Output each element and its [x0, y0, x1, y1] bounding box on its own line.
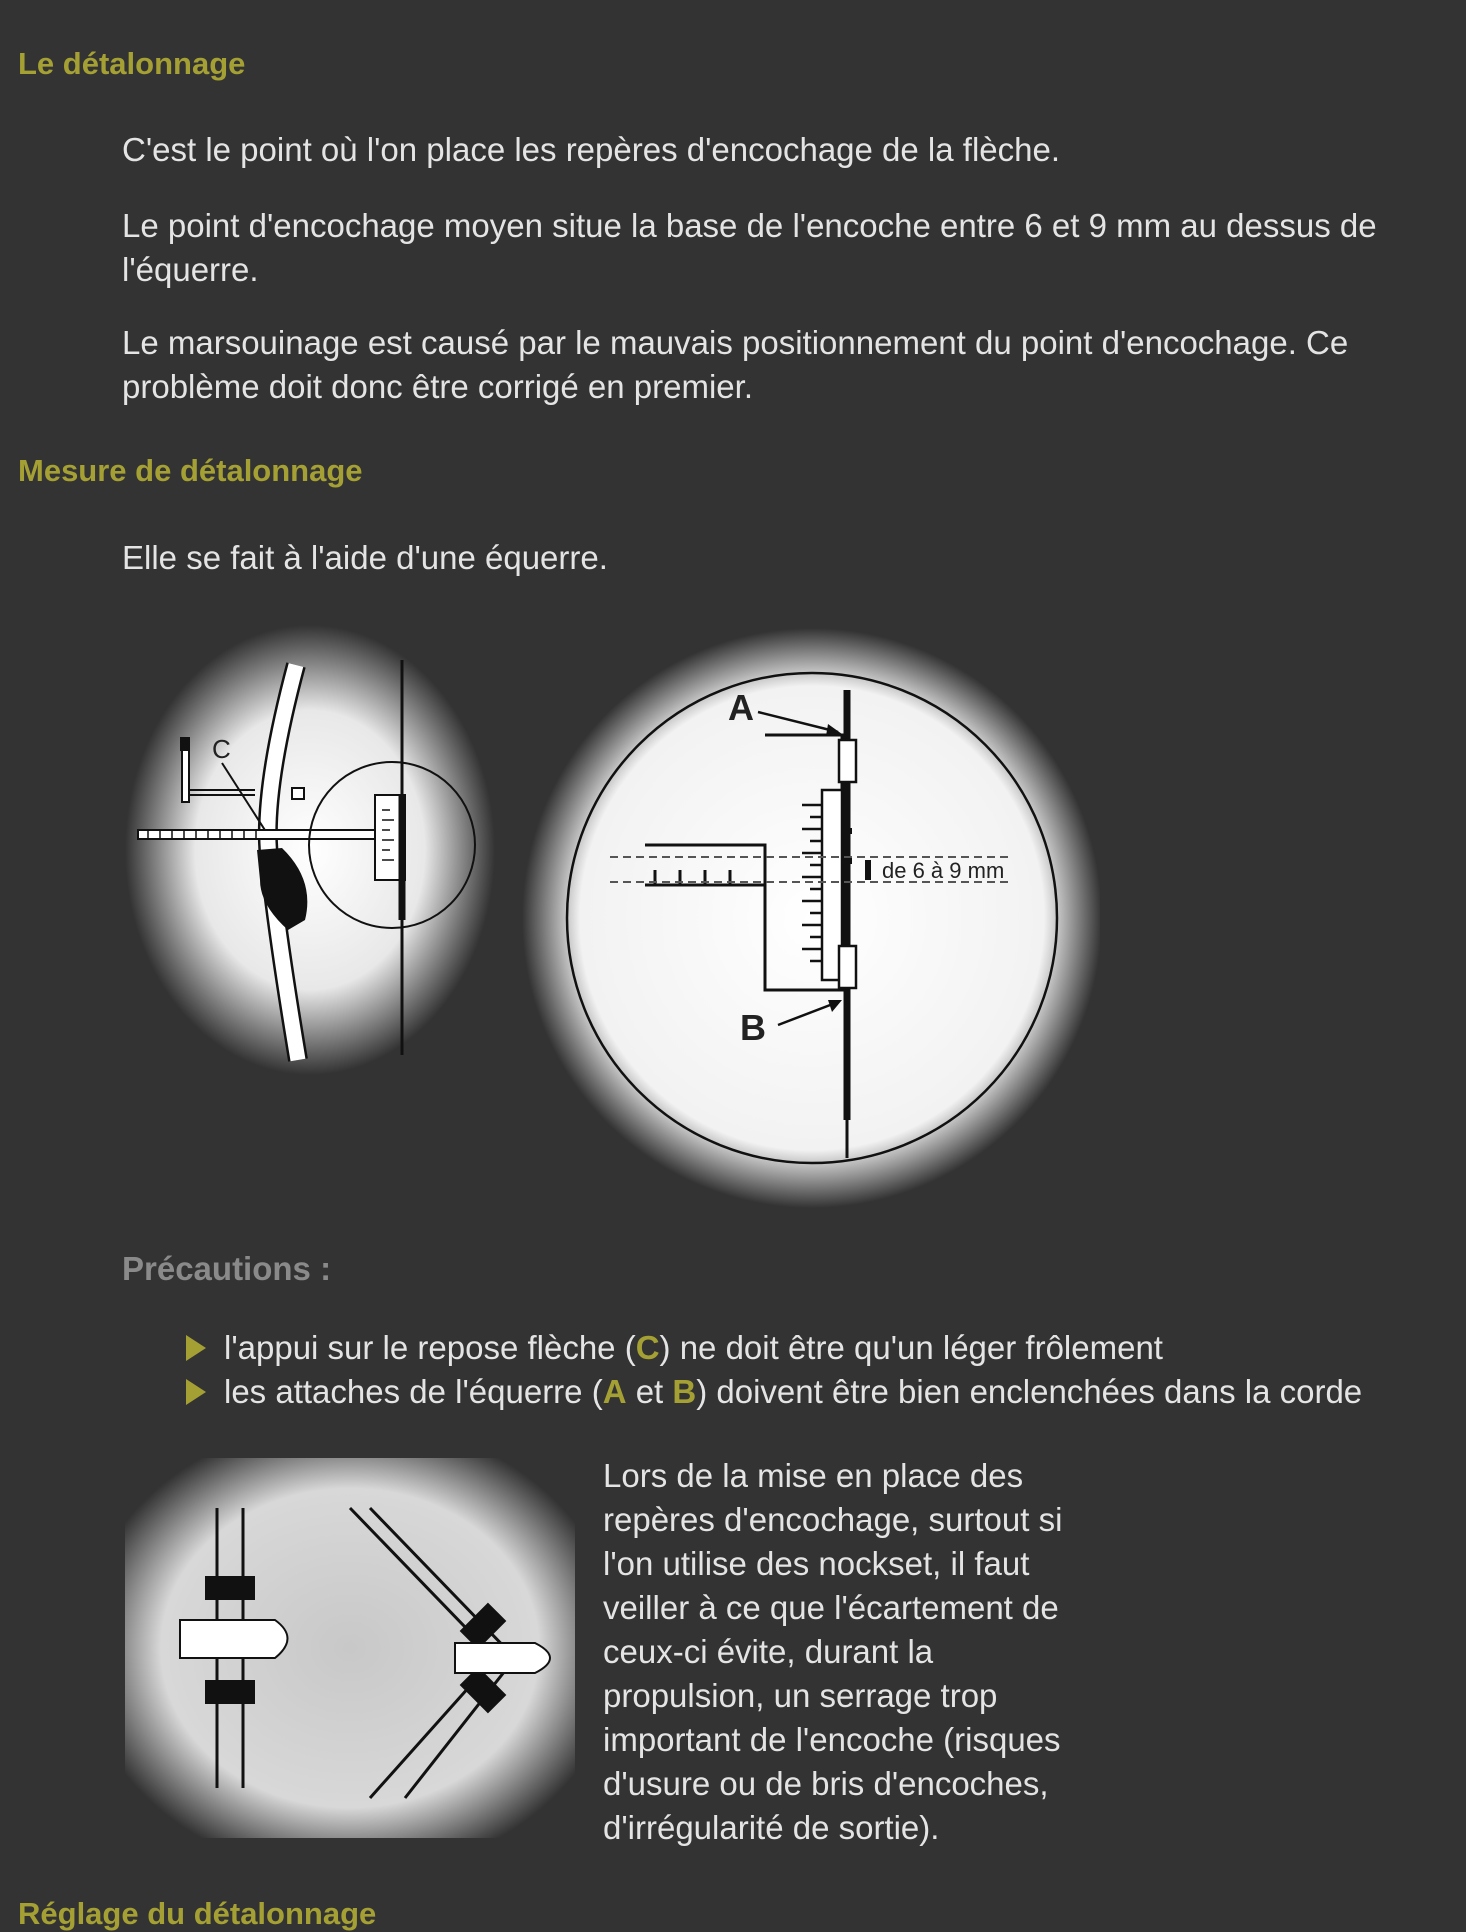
list-item-text: l'appui sur le repose flèche (	[224, 1329, 636, 1366]
paragraph-nock-point-line2: l'équerre.	[122, 251, 259, 288]
highlight-label-c: C	[635, 1329, 660, 1366]
list-item-text: et	[626, 1373, 673, 1410]
paragraph-square-tool: Elle se fait à l'aide d'une équerre.	[122, 539, 608, 576]
list-item	[186, 1370, 1362, 1414]
list-item-text: ) ne doit être qu'un léger frôlement	[659, 1329, 1163, 1366]
paragraph-nock-point	[122, 204, 1377, 292]
paragraph-nock-point-line1: Le point d'encochage moyen situe la base de l'encoche entre 6 et 9 mm au dessus de	[122, 207, 1377, 244]
paragraph-definition: C'est le point où l'on place les repères d'encochage de la flèche.	[122, 131, 1061, 168]
paragraph-porpoising-line1: Le marsouinage est causé par le mauvais positionnement du point d'encochage. Ce	[122, 324, 1349, 361]
precautions-title: Précautions :	[122, 1250, 332, 1287]
section-title-mesure: Mesure de détalonnage	[18, 453, 363, 488]
highlight-label-a: A	[602, 1373, 627, 1410]
paragraph-porpoising	[122, 321, 1348, 409]
paragraph-porpoising-line2: problème doit donc être corrigé en premier.	[122, 368, 753, 405]
precautions-list	[186, 1326, 1362, 1414]
nockset-paragraph: Lors de la mise en place des repères d'encochage, surtout si l'on utilise des nockset, il faut veiller à ce que l'écartement de ceux-ci évite, durant la propulsion, un serrage trop important de l'encoche (risques d'usure ou de bris d'encoches, d'irrégularité de sortie).	[603, 1457, 1063, 1846]
highlight-label-b: B	[672, 1373, 697, 1410]
measure-label: de 6 à 9 mm	[882, 858, 1005, 883]
nockset-figure	[125, 1458, 575, 1838]
figure1-label-c: C	[212, 734, 231, 764]
section-title-reglage: Réglage du détalonnage	[18, 1896, 377, 1931]
bow-square-figure	[120, 620, 500, 1080]
figure1-label-b: B	[740, 1007, 766, 1048]
section-title-detalonnage: Le détalonnage	[18, 46, 246, 81]
bullet-arrow-icon	[186, 1379, 206, 1405]
nock-height-figure	[520, 620, 1100, 1210]
bullet-arrow-icon	[186, 1335, 206, 1361]
figure1-label-a: A	[728, 687, 754, 728]
list-item-text: les attaches de l'équerre (	[224, 1373, 603, 1410]
list-item-text: ) doivent être bien enclenchées dans la corde	[696, 1373, 1363, 1410]
list-item	[186, 1326, 1362, 1370]
